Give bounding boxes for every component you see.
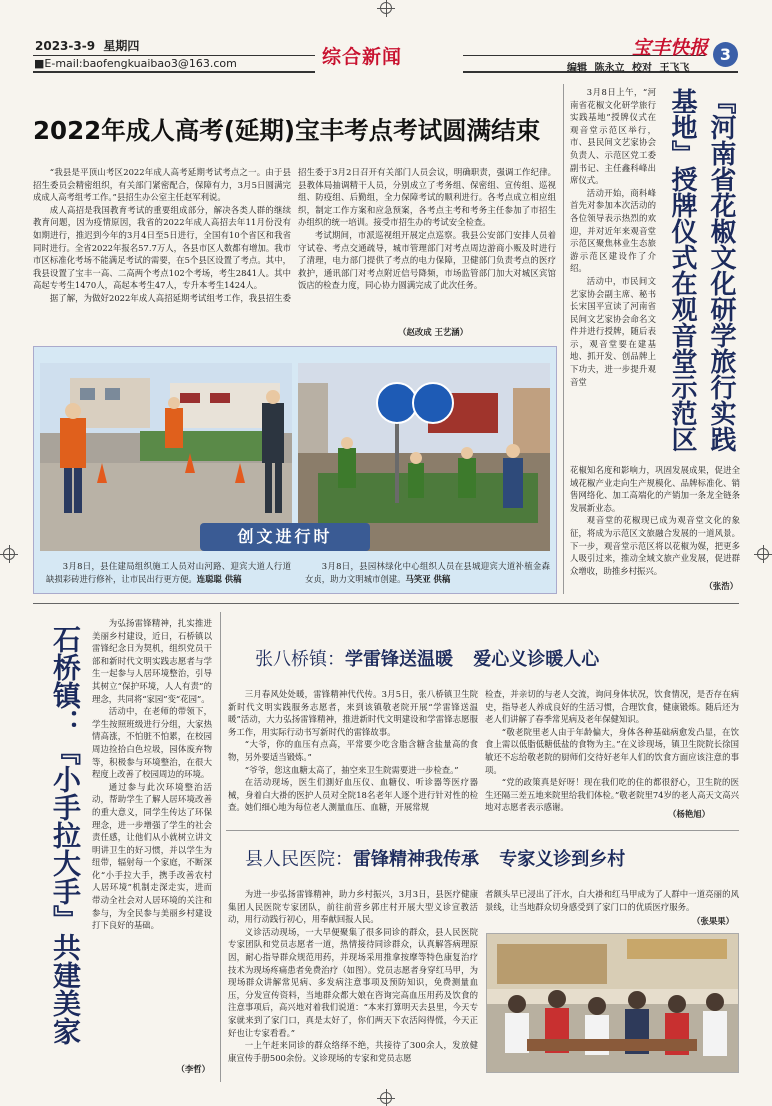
page-number-badge xyxy=(713,42,738,67)
article1-paragraph: 据了解，为做好2022年成人高招延期考试组考工作，我县招生委 xyxy=(49,292,291,303)
photo-caption-left-text: 3月8日，县住建局组织施工人员对山河路、迎宾大道人行道缺损彩砖进行修补，让市民出行更方便。 xyxy=(46,561,291,584)
article5-byline: （张果果） xyxy=(692,916,734,926)
column-divider-bottom xyxy=(220,612,221,1082)
section-divider xyxy=(33,603,739,604)
article2-paragraph: 活动开始，商科峰首先对参加本次活动的各位领导表示热烈的欢迎，并对近年来观音堂示范区聚焦林业生态旅游示范区建设作了介绍。 xyxy=(570,187,656,274)
article4-body-col2 xyxy=(485,688,739,814)
article4-paragraph: 三月春风处处暖，雷锋精神代代传。3月5日，张八桥镇卫生院新时代文明实践服务志愿者，来到该镇敬老院开展“学雷锋送温暖”活动，大力弘扬雷锋精神，推进新时代文明建设和学雷锋志愿服务工作，用实际行动书写新时代的雷锋故事。 xyxy=(228,689,478,737)
article4-paragraph: “党的政策真是好呀！现在我们吃的住的都很舒心，卫生院的医生还隔三差五地来院里给我们体检。”敬老院里74岁的老人高天文高兴地对志愿者表示感谢。 xyxy=(485,777,739,813)
article2-body-bottom xyxy=(570,464,740,577)
article4-paragraph: 在活动现场，医生们測好血压仪、血糖仪、听诊器等医疗器械，身着白大褂的医护人员对全院18名老年人逐个进行针对性的检查。她们细心地为每位老人测量血压、血糖，开展常规 xyxy=(228,777,478,813)
header-rule-left-bottom xyxy=(33,71,315,73)
masthead-logo: 宝丰快报 xyxy=(632,37,709,59)
article2-byline: （张浩） xyxy=(704,581,738,591)
photo-caption-left xyxy=(46,560,291,585)
article2-paragraph: 3月8日上午，“河南省花椒文化研学旅行实践基地”授牌仪式在观音堂示范区举行，市、县民间文艺家协会负责人、示范区党工委副书记、主任鑫科峰出席仪式。 xyxy=(570,87,656,186)
clinic-photo xyxy=(486,933,739,1073)
article4-body-col1 xyxy=(228,688,478,814)
article3-paragraph: 活动中，在老师的带领下，学生按照班级进行分组，大家热情高涨，不怕脏不怕累，在校园周边捡拾白色垃圾，园体废弃物等，积极参与环境整治，在很大程度上改善了校园周边的环境。 xyxy=(92,706,212,780)
article5-paragraph: 为进一步弘扬雷锋精神，助力乡村振兴，3月3日，县医疗健康集团人民医院专家团队，前往前营乡郭庄村开展大型义诊宣教活动，用行动践行初心，用奉献回报人民。 xyxy=(228,889,478,925)
article5-headline-prefix: 县人民医院： xyxy=(245,849,353,870)
column-divider-top xyxy=(563,84,564,594)
photo-caption-right-credit: 马笑亚 供稿 xyxy=(405,573,451,584)
article1-body-col1 xyxy=(33,166,291,305)
article1-byline: （赵改成 王艺涵） xyxy=(398,327,468,337)
article1-paragraph: 考试期间，市派巡视组开展定点巡察。我县公安部门安排人员着守试卷、考点交通疏导，城市管理部门对考点周边游商小贩及时进行了清理，电力部门提供了考点的电力保障，卫健部门负责考点的医疗救护，通讯部门对考点附近信号降频，市场监管部门加大对城区宾馆饭店的检查力度，同心协力圆满完成了此次任务。 xyxy=(298,229,556,291)
registration-mark-bottom xyxy=(380,1092,392,1104)
article2-paragraph: 花椒知名度和影响力，巩固发展成果，促进全域花椒产业走向生产规模化、品牌标准化、销售网络化、加工高端化的产销加一条龙全链条发展新业态。 xyxy=(570,465,740,513)
article5-headline xyxy=(245,845,625,871)
article4-headline-main: 学雷锋送温暖 爱心义诊暖人心 xyxy=(345,649,600,670)
photo-caption-right-text: 3月8日，县园林绿化中心组织人员在县城迎宾大道补植金森女贞，助力文明城市创建。 xyxy=(305,561,550,584)
photo-caption-right xyxy=(305,560,550,585)
article5-paragraph: 者额头早已浸出了汗水，白大褂和红马甲成为了人群中一道亮丽的风景线，让当地群众切身感受到了家门口的优质医疗服务。 xyxy=(485,889,739,912)
article3-paragraph: 通过参与此次环境整治活动，帮助学生了解人居环境改善的重大意义，同学生传达了环保理念，进一步增强了学生的社会责任感，让他们从小就树立讲文明讲卫生的好习惯，并以学生为纽带，辐射每一个家庭，不断深化“小手拉大手，携手改善农村人居环境”机制走深走实，进而带动全社会对人居环境的关注和参与，为全民参与美丽乡村建设打下良好的基础。 xyxy=(92,781,212,931)
article3-paragraph: 为弘扬雷锋精神，扎实推进美丽乡村建设，近日，石桥镇以雷锋纪念日为契机，组织党员干部和新时代文明实践志愿者与学生一起参与人居环境整治，引导其树立“保护环境，人人有责”的理念，共同将“家园”变“花园”。 xyxy=(92,618,212,704)
header-email: ■E-mail:baofengkuaibao3@163.com xyxy=(34,57,237,70)
article1-body-col2 xyxy=(298,166,556,292)
registration-mark-right xyxy=(757,548,769,560)
photo-caption-left-credit: 连聪聪 供稿 xyxy=(196,573,242,584)
article-divider xyxy=(226,830,739,831)
article4-headline xyxy=(255,645,599,671)
article1-headline: 2022年成人高考(延期)宝丰考点考试圆满结束 xyxy=(33,116,541,145)
registration-mark-left xyxy=(3,548,15,560)
article4-headline-prefix: 张八桥镇： xyxy=(255,649,345,670)
article1-paragraph: “我县是平顶山考区2022年成人高考延期考试考点之一。由于县招生委员会精密组织，有关部门紧密配合，保障有力，3月5日圆满完成成人高考组考工作。”县招生办公室主任赵军利说。 xyxy=(33,167,291,203)
article2-paragraph: 活动中，市民间文艺家协会副主席、秘书长宋国平宣读了河南省民间文艺家协会命名文件并进行授牌，随后表示，观音堂要在建基地、抓开发、创品牌上下功夫，进一步提升观音堂 xyxy=(570,275,656,387)
article5-paragraph: 一上午赶来同诊的群众络绎不绝，共接待了300余人，发放健康宣传手册500余份。义诊现场的专家和党员志愿 xyxy=(228,1040,478,1063)
article3-headline: 石桥镇：『小手拉大手』共建美家 xyxy=(49,625,82,1045)
photo-banner xyxy=(200,523,370,551)
header-date: 2023-3-9 星期四 xyxy=(35,39,140,53)
article4-paragraph: “爷爷，您这血糖太高了，抽空来卫生院需要进一步检查。” xyxy=(244,764,459,775)
header-credits: 编辑 陈永立 校对 王飞飞 xyxy=(567,63,690,74)
header-rule-left xyxy=(33,55,315,56)
article4-byline: （杨艳旭） xyxy=(668,809,710,819)
page-number: 3 xyxy=(719,45,732,64)
article2-headline: 『河南省花椒文化研学旅行实践基地』授牌仪式在观音堂示范区 xyxy=(667,88,736,452)
article2-body-top xyxy=(570,86,656,464)
article1-paragraph: 招生委于3月2日召开有关部门人员会议，明确职责，强调工作纪律。县教体局抽调精干人员，分别成立了考务组、保密组、宣传组、巡视组、防疫组、后勤组，全力保障考试的顺利进行。各考点成立相应组织，制定工作方案和应急预案，各考点主考和考务主任参加了市招生办组织的统一培训。接受市招生办的考试安全检查。 xyxy=(298,167,556,228)
section-title: 综合新闻 xyxy=(322,46,403,68)
registration-mark-top xyxy=(380,2,392,14)
photo-banner-label: 创文进行时 xyxy=(237,527,333,546)
article2-paragraph: 观音堂的花椒现已成为观音堂文化的象征，将成为示范区文旅融合发展的一道风景。下一步，观音堂示范区将以花椒为媒，把更多人吸引过来，推动全域文旅产业发展，促进群众增收，助推乡村振兴。 xyxy=(570,515,740,576)
article3-byline: （李哲） xyxy=(176,1064,210,1074)
article3-body xyxy=(92,617,212,1067)
article4-paragraph: “大爷，你的血压有点高，平常要少吃含脂含糖含盐量高的食物，另外要适当锻炼。” xyxy=(228,739,478,762)
article5-body-col1 xyxy=(228,888,478,1078)
article5-paragraph: 义诊活动现场，一大早便聚集了很多同诊的群众，县人民医院专家团队和党员志愿者一道，热情接待同诊群众，认真解答病理原因，耐心指导群众规范用药，并现场采用推拿按摩等特色康复治疗技术为现场疼痛患者免费治疗（如图）。党员志愿者身穿红马甲，为现场群众讲解常见病、多发病注意事项及预防知识，免费测量血压，分发宣传资料，当地群众都大娘在咨询完高血压用药及饮食的注意事项后，高兴地对着我们说道：“本来打算明天去县里，今天专家就来到了家门口，真是太好了，你们两天下农活闷得慌，今天正好也让专家看看。” xyxy=(228,926,478,1038)
article4-paragraph: 检查，并亲切的与老人交流，询问身体状况，饮食情况，是否存在病史，指导老人养成良好的生活习惯，合理饮食，健康锻炼。随后还为老人们讲解了春季常见病及老年保健知识。 xyxy=(485,689,739,725)
article1-paragraph: 成人高招是我国教育考试的重要组成部分，解决各类人群的继续教育问题，因为疫情原因，我省的2022年成人高招去年11月份没有如期进行，推迟到今年的3月4日至5日进行，全国有10个省区和我省同时进行。全省2022年报名57.7万人，各县市区人数都有增加。我市市区标准化考场不能满足考试的需要，在5个县区设置了考点。其中，我县设置了宝丰一高、二高两个考点102个考场，考生2841人。其中高起专考生1470人，高起本考生47人，专升本考生1424人。 xyxy=(33,204,291,291)
article4-paragraph: “敬老院里老人由于年龄偏大，身体各种基础病愈发凸显，在饮食上需以低脂低糖低盐的食物为主。”在义诊现场，镇卫生院院长徐国敏还不忘给敬老院的厨师们交待好老年人们的饮食方面应该注意的事项。 xyxy=(485,726,739,775)
article5-headline-main: 雷锋精神我传承 专家义诊到乡村 xyxy=(353,849,626,870)
article5-body-col2 xyxy=(485,888,739,913)
